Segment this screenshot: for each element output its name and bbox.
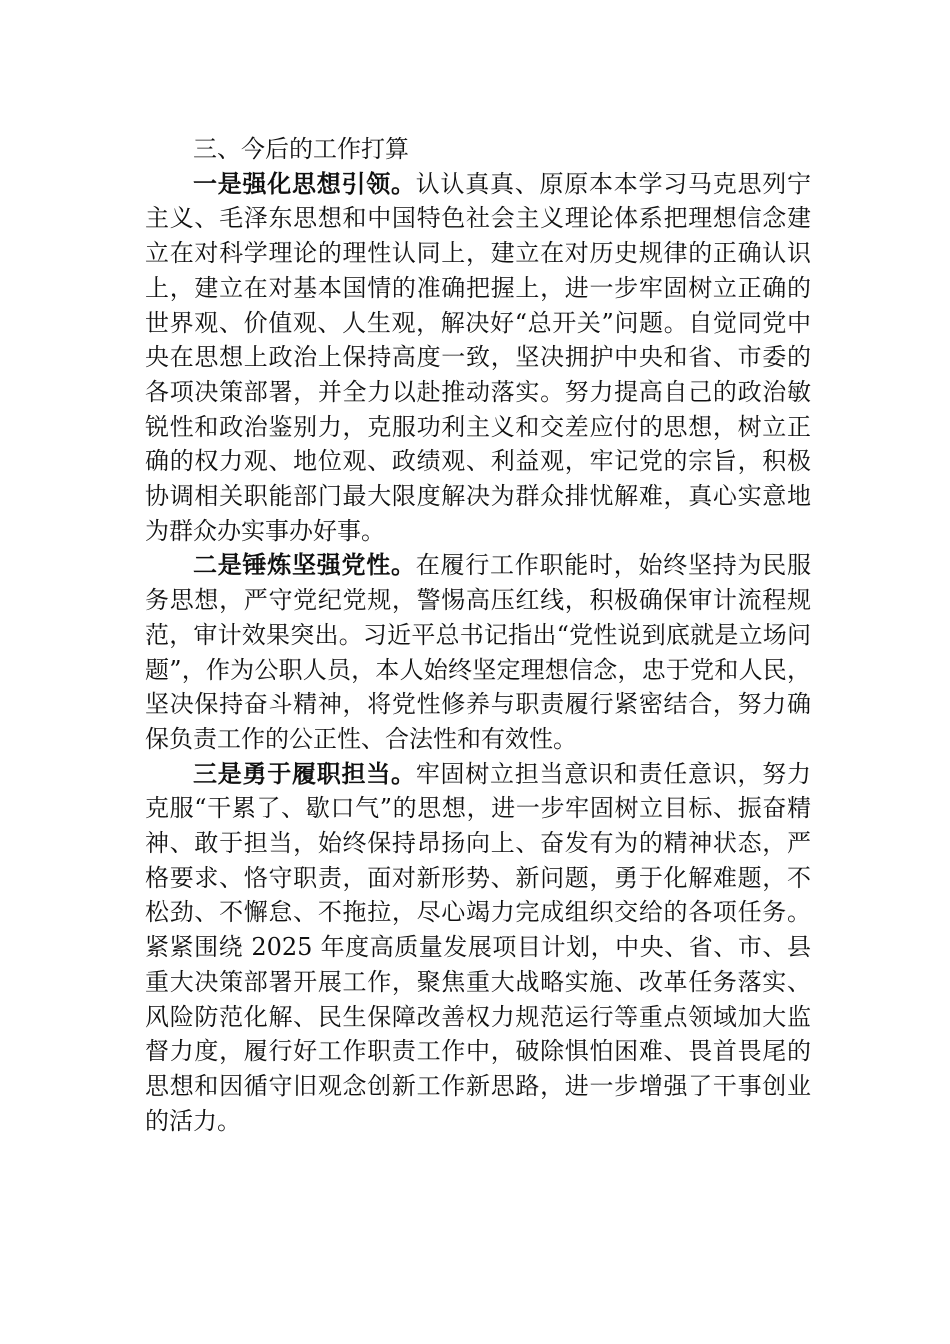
section-heading: 三、今后的工作打算	[193, 135, 409, 163]
paragraph-3-lead: 三是勇于履职担当。	[193, 758, 416, 788]
paragraph-3	[145, 757, 811, 1139]
paragraph-1-lead: 一是强化思想引领。	[193, 168, 416, 198]
paragraph-2-text: 在履行工作职能时，始终坚持为民服务思想，严守党纪党规，警惕高压红线，积极确保审计流程规范，审计效果突出。习近平总书记指出“党性说到底就是立场问题”，作为公职人员，本人始终坚定理想信念，忠于党和人民，坚决保持奋斗精神，将党性修养与职责履行紧密结合，努力确保负责工作的公正性、合法性和有效性。	[145, 551, 811, 753]
paragraph-3-text: 牢固树立担当意识和责任意识，努力克服“干累了、歇口气”的思想，进一步牢固树立目标、振奋精神、敢于担当，始终保持昂扬向上、奋发有为的精神状态，严格要求、恪守职责，面对新形势、新问题，勇于化解难题，不松劲、不懈怠、不拖拉，尽心竭力完成组织交给的各项任务。紧紧围绕 2025 年度高质量发展项目计划，中央、省、市、县重大决策部署开展工作，聚焦重大战略实施、改革任务落实、风险防范化解、民生保障改善权力规范运行等重点领域加大监督力度，履行好工作职责工作中，破除惧怕困难、畏首畏尾的思想和因循守旧观念创新工作新思路，进一步增强了干事创业的活力。	[145, 759, 811, 1135]
paragraph-1	[145, 167, 811, 549]
paragraph-2	[145, 548, 811, 756]
paragraph-1-text: 认认真真、原原本本学习马克思列宁主义、毛泽东思想和中国特色社会主义理论体系把理想信念建立在对科学理论的理性认同上，建立在对历史规律的正确认识上，建立在对基本国情的准确把握上，进一步牢固树立正确的世界观、价值观、人生观，解决好“总开关”问题。自觉同党中央在思想上政治上保持高度一致，坚决拥护中央和省、市委的各项决策部署，并全力以赴推动落实。努力提高自己的政治敏锐性和政治鉴别力，克服功利主义和交差应付的思想，树立正确的权力观、地位观、政绩观、利益观，牢记党的宗旨，积极协调相关职能部门最大限度解决为群众排忧解难，真心实意地为群众办实事办好事。	[145, 169, 811, 545]
paragraph-2-lead: 二是锤炼坚强党性。	[193, 550, 416, 580]
document-body	[145, 132, 811, 1138]
